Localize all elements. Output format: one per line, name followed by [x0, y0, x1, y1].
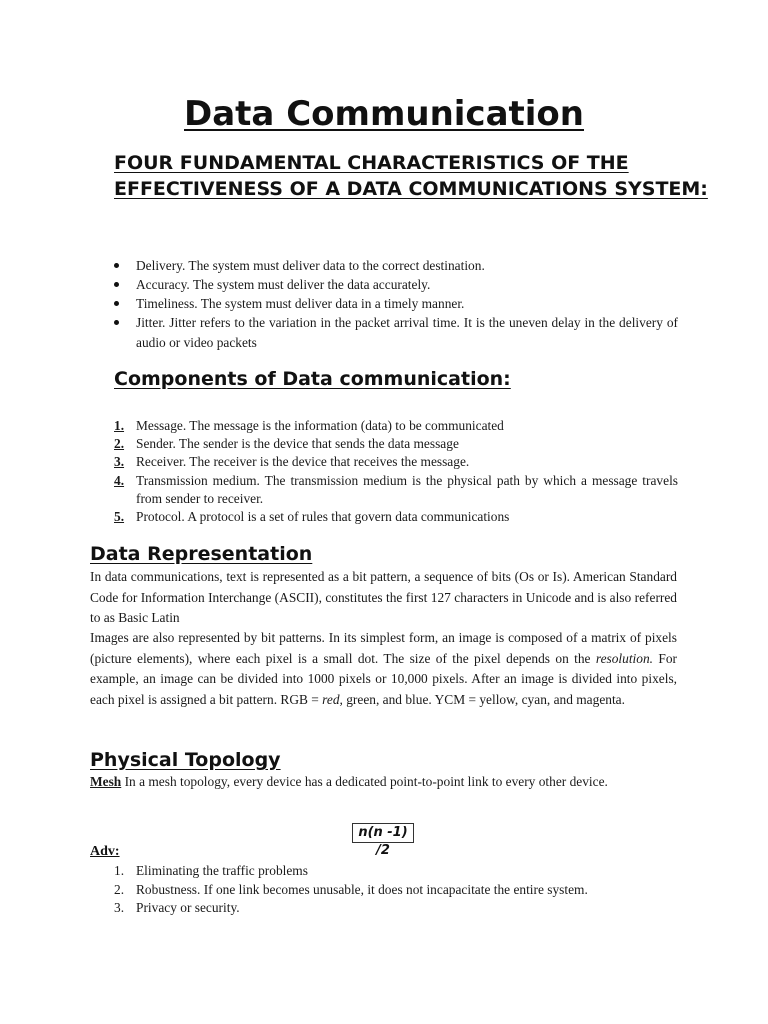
bullet-icon: [114, 282, 119, 287]
emphasis-resolution: resolution.: [595, 650, 654, 666]
list-item-text: Timeliness. The system must deliver data in a timely manner.: [136, 296, 465, 311]
list-item: [114, 435, 678, 453]
list-number: 3.: [114, 454, 125, 470]
list-item: [114, 899, 674, 918]
list-item-text: Jitter. Jitter refers to the variation in the packet arrival time. It is the uneven delay in the delivery of audio or video packets: [136, 315, 678, 350]
components-list: [114, 417, 678, 526]
list-number: 4.: [114, 472, 125, 488]
list-number: 2.: [114, 881, 125, 897]
list-item: [114, 256, 678, 275]
list-item: [114, 881, 674, 900]
paragraph-text: For example, an image can be divided into 1000 pixels or 10,000 pixels. After an image is divided into pixels, each pixel is assigned a bit pattern. RGB =: [90, 650, 677, 707]
mesh-label: Mesh: [90, 774, 122, 789]
physical-topology-heading: Physical Topology: [90, 749, 281, 771]
list-item-text: Accuracy. The system must deliver the data accurately.: [136, 277, 431, 292]
list-number: 2.: [114, 436, 125, 452]
list-number: 1.: [114, 418, 125, 433]
mesh-paragraph: [90, 773, 677, 791]
list-item-text: Receiver. The receiver is the device that receives the message.: [136, 454, 470, 470]
advantages-label: Adv:: [90, 844, 120, 859]
list-item: [114, 417, 678, 435]
list-number: 3.: [114, 900, 125, 915]
list-item-text: Message. The message is the information (data) to be communicated: [136, 418, 504, 433]
characteristics-list: [114, 256, 678, 353]
list-item-text: Eliminating the traffic problems: [136, 863, 308, 878]
bullet-icon: [114, 263, 119, 268]
list-item: [114, 275, 678, 294]
list-item-text: Transmission medium. The transmission medium is the physical path by which a message travels from sender to receiver.: [136, 472, 678, 506]
page-title: Data Communication: [184, 94, 584, 134]
list-number: 1.: [114, 863, 125, 878]
list-item: [114, 453, 678, 471]
list-item-text: Delivery. The system must deliver data to the correct destination.: [136, 258, 485, 273]
list-item: [114, 313, 678, 353]
bullet-icon: [114, 320, 119, 325]
list-number: 5.: [114, 509, 125, 525]
advantages-list: [114, 862, 674, 918]
paragraph-text: green, and blue. YCM = yellow, cyan, and magenta.: [342, 691, 625, 707]
list-item: [114, 508, 678, 526]
list-item: [114, 472, 678, 508]
data-representation-heading: Data Representation: [90, 543, 313, 565]
representation-paragraph-images: [90, 628, 677, 710]
list-item: [114, 862, 674, 881]
mesh-text: In a mesh topology, every device has a dedicated point-to-point link to every other device.: [121, 774, 608, 789]
emphasis-red: red,: [322, 691, 343, 707]
characteristics-heading: FOUR FUNDAMENTAL CHARACTERISTICS OF THE EFFECTIVENESS OF A DATA COMMUNICATIONS SYSTEM:: [114, 152, 708, 200]
paragraph-text: Images are also represented by bit patterns. In its simplest form, an image is composed of a matrix of pixels (picture elements), where each pixel is a small dot. The size of the pixel depends on the: [90, 630, 677, 666]
representation-paragraph-text: In data communications, text is represented as a bit pattern, a sequence of bits (Os or Is). American Standard Code for Information Interchange (ASCII), constitutes the first 127 characters in Unicode and is also referred to as Basic Latin: [90, 569, 677, 625]
list-item: [114, 294, 678, 313]
mesh-link-formula: n(n -1) /2: [352, 823, 414, 843]
bullet-icon: [114, 301, 119, 306]
list-item-text: Protocol. A protocol is a set of rules that govern data communications: [136, 509, 510, 525]
list-item-text: Privacy or security.: [136, 900, 240, 915]
list-item-text: Robustness. If one link becomes unusable, it does not incapacitate the entire system.: [136, 881, 588, 897]
list-item-text: Sender. The sender is the device that sends the data message: [136, 436, 459, 452]
components-heading: Components of Data communication:: [114, 368, 511, 390]
